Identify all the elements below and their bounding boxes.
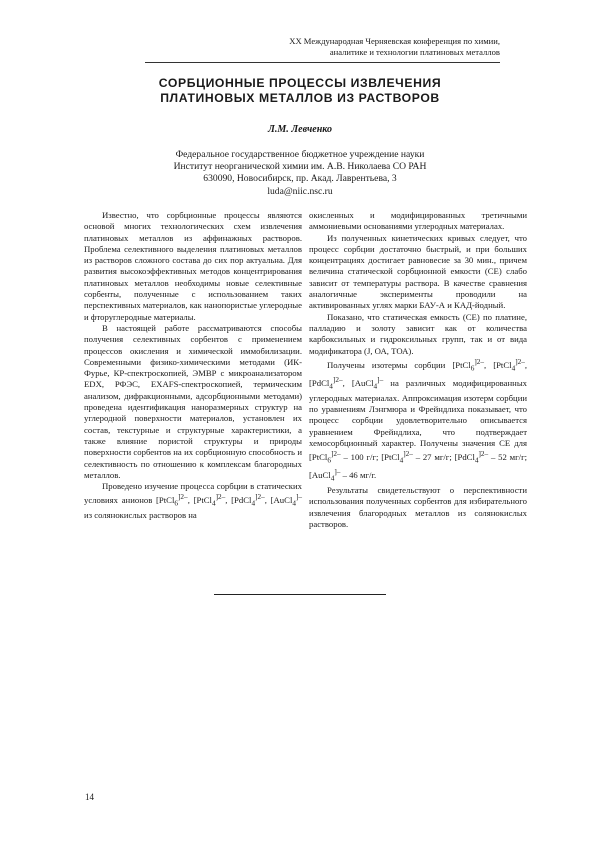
paragraph: Получены изотермы сорбции [PtCl$_6^{]2-}$, [PtCl$_4^{]2-}$, [PdCl$_4^{]2-}$, [AuCl$_4$]– на различных модифицированных углеродных материалах. Аппроксимация изотерм сорбции по уравнениям Лэнгмюра и Фрейндлиха показывает, что процесс сорбции удовлетворительно описывается уравнением Фрейндлиха, что подтверждает хемосорбционный характер. Получены значения СЕ для [PtCl$_6^{]2-}$ – 100 г/г; [PtCl$_4^{]2-}$ – 27 мг/г; [PdCl$_4^{]2-}$ – 52 мг/г; [AuCl$_4$]– – 46 мг/г. — [309, 357, 528, 483]
formula: [AuCl$_4$]– — [270, 493, 303, 509]
paragraph: Результаты свидетельствуют о перспективности использования полученных сорбентов для избирательного извлечения благородных металлов из солянокислых растворов. — [309, 485, 527, 529]
formula: [PtCl$_6^{]2-}$ — [452, 357, 484, 373]
formula: [PdCl$_4^{]2-}$ — [231, 493, 265, 509]
paragraph: В настоящей работе рассматриваются способы получения селективных сорбентов с применением процессов окисления и химической иммобилизации. Современными физико-химическими методами (ИК-Фурье, КР-спектроскопией, ЭМВР с микроанализатором EDX, РФЭС, EXAFS-спектроскопией, термическим анализом, дифракционными, адсорбционными методами) проведена идентификация наноразмерных структур на углеродной поверхности материалов, установлен их состав, текстурные и структурные характеристики, а также влияние пористой структуры и природы поверхности сорбентов на их сорбционную способность и селективность по отношению к комплексам благородных металлов. — [84, 322, 302, 480]
running-header-line: аналитике и технологии платиновых металлов — [329, 47, 500, 57]
formula: [PtCl$_4^{]2-}$ — [193, 493, 226, 509]
formula: [PdCl$_4^{]2-}$ — [454, 450, 489, 465]
paragraph: Проведено изучение процесса сорбции в статических условиях анионов [PtCl$_6^{]2-}$, [PtCl$_4^{]2-}$, [PdCl$_4^{]2-}$, [AuCl$_4$]– из солянокислых растворов на — [84, 481, 303, 521]
title-line: СОРБЦИОННЫЕ ПРОЦЕССЫ ИЗВЛЕЧЕНИЯ — [158, 76, 442, 90]
right-column — [309, 210, 527, 530]
footer-rule — [214, 594, 386, 595]
formula: [PtCl$_4^{]2-}$ — [381, 450, 413, 465]
affiliation-line: Институт неорганической химии им. А.В. Николаева СО РАН — [173, 161, 427, 173]
affiliation — [0, 149, 600, 198]
title-line: ПЛАТИНОВЫХ МЕТАЛЛОВ ИЗ РАСТВОРОВ — [160, 91, 440, 105]
formula: [PtCl$_6^{]2-}$ — [309, 450, 341, 465]
formula: [PtCl$_6^{]2-}$ — [156, 493, 188, 509]
page-number: 14 — [85, 792, 94, 802]
formula: [PtCl$_4^{]2-}$ — [493, 357, 525, 373]
formula: [AuCl$_4$]– — [309, 468, 341, 483]
formula: [PdCl$_4^{]2-}$ — [309, 375, 343, 391]
paragraph: Показано, что статическая емкость (СЕ) по платине, палладию и золоту зависит как от количества карбоксильных и гидроксильных групп, так и от вида модификатора (J, ОА, ТОА). — [309, 311, 527, 356]
paragraph: окисленных и модифицированных третичными аммониевыми основаниями углеродных материалах. — [309, 210, 527, 232]
author: Л.М. Левченко — [268, 124, 332, 135]
paragraph: Известно, что сорбционные процессы являются основой многих технологических схем извлечения платиновых металлов из аффинажных растворов. Проблема селективного выделения платиновых металлов из растворов сложного состава до сих пор актуальна. Для развития высокоэффективных методов концентрирования платиновых металлов необходимы новые селективные сорбенты, полученные с использованием таких перспективных материалов, как нанопористые углеродные и фторуглеродные материалы. — [84, 210, 302, 322]
header-rule — [145, 62, 500, 63]
running-header — [200, 36, 500, 58]
email[interactable]: luda@niic.nsc.ru — [267, 185, 333, 197]
paper-title — [70, 76, 530, 106]
affiliation-line: Федеральное государственное бюджетное учреждение науки — [175, 149, 425, 160]
left-column — [84, 210, 302, 522]
paragraph: Из полученных кинетических кривых следует, что процесс сорбции достаточно быстрый, и при больших концентрациях достигает равновесие за 30 мин., причем величина статической сорбционной емкости (СЕ) слабо зависит от температуры раствора. В качестве сравнения аналогичные эксперименты проводили на активированных углях марки БАУ-А и КАД-йодный. — [309, 232, 527, 311]
running-header-line: XX Международная Черняевская конференция по химии, — [289, 36, 500, 46]
formula: [AuCl$_4$]– — [351, 375, 384, 391]
affiliation-line: 630090, Новосибирск, пр. Акад. Лаврентьева, 3 — [203, 173, 397, 185]
